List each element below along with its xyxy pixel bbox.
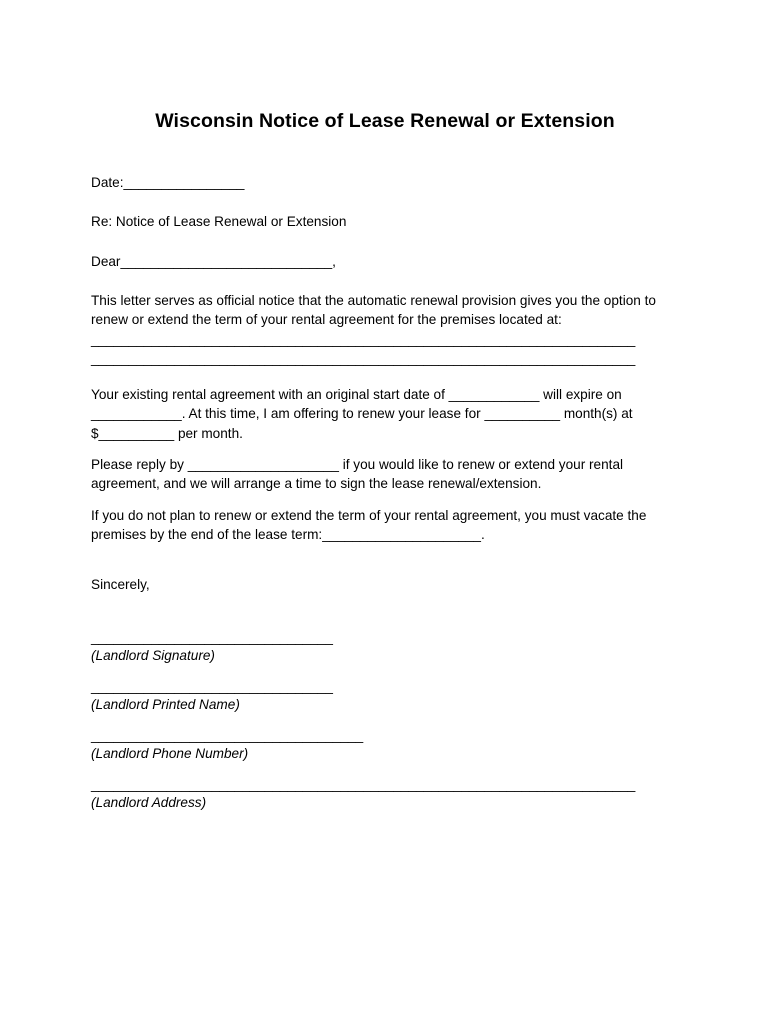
premises-address-blank: ________________________________________________________________________: [91, 351, 636, 366]
printed-name-line: ________________________________: [91, 679, 333, 694]
agreement-paragraph-line: Your existing rental agreement with an original start date of ____________ will expire on: [91, 387, 622, 402]
agreement-paragraph-line: ____________. At this time, I am offering to renew your lease for __________ month(s) at: [91, 406, 633, 421]
closing-line: Sincerely,: [91, 577, 150, 592]
reply-paragraph-line: agreement, and we will arrange a time to sign the lease renewal/extension.: [91, 476, 542, 491]
vacate-paragraph-line: premises by the end of the lease term:_____________________.: [91, 527, 485, 542]
date-line: Date:________________: [91, 175, 245, 190]
document-title: Wisconsin Notice of Lease Renewal or Extension: [155, 110, 615, 132]
agreement-paragraph-line: $__________ per month.: [91, 426, 243, 441]
notice-paragraph-line: renew or extend the term of your rental agreement for the premises located at:: [91, 312, 562, 327]
notice-paragraph-line: This letter serves as official notice that the automatic renewal provision gives you the option to: [91, 293, 656, 308]
printed-name-label: (Landlord Printed Name): [91, 697, 240, 712]
phone-number-label: (Landlord Phone Number): [91, 746, 249, 761]
signature-label: (Landlord Signature): [91, 648, 215, 663]
re-line: Re: Notice of Lease Renewal or Extension: [91, 214, 347, 229]
premises-address-blank: ________________________________________________________________________: [91, 332, 636, 347]
vacate-paragraph-line: If you do not plan to renew or extend the term of your rental agreement, you must vacate the: [91, 508, 647, 523]
reply-paragraph-line: Please reply by ____________________ if you would like to renew or extend your rental: [91, 457, 624, 472]
address-line: ________________________________________________________________________: [91, 777, 636, 792]
phone-number-line: ____________________________________: [91, 728, 364, 743]
signature-line: ________________________________: [91, 630, 333, 645]
address-label: (Landlord Address): [91, 795, 207, 810]
salutation-line: Dear____________________________,: [91, 254, 336, 269]
